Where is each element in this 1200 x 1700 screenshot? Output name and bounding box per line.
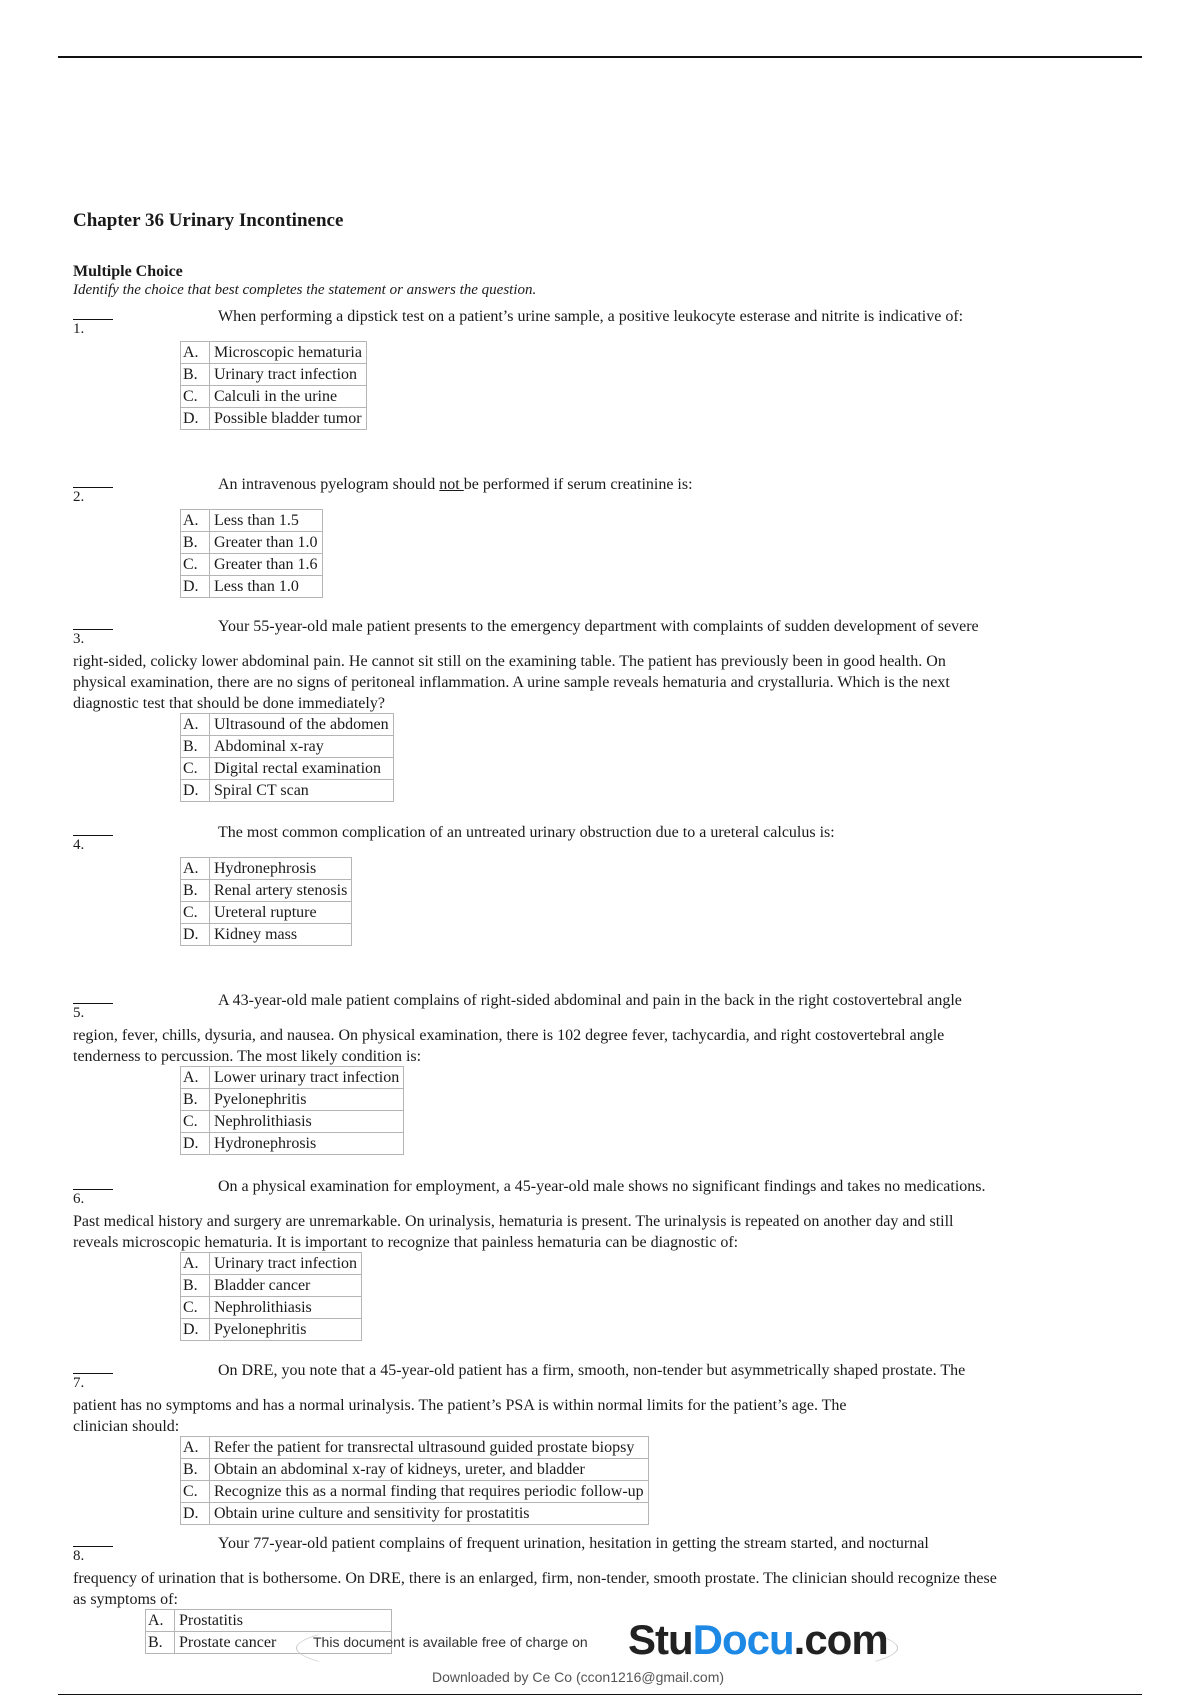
choice-row[interactable] xyxy=(181,554,323,576)
choice-letter: B. xyxy=(181,1089,210,1111)
choices-table xyxy=(180,1436,649,1525)
choice-row[interactable] xyxy=(181,714,394,736)
choice-text: Obtain urine culture and sensitivity for prostatitis xyxy=(210,1503,649,1525)
choice-text: Nephrolithiasis xyxy=(210,1297,362,1319)
choice-row[interactable] xyxy=(181,924,352,946)
choice-text: Obtain an abdominal x-ray of kidneys, ureter, and bladder xyxy=(210,1459,649,1481)
stem-line: as symptoms of: xyxy=(73,1591,178,1608)
answer-blank[interactable] xyxy=(73,1181,113,1190)
choice-text: Calculi in the urine xyxy=(210,386,367,408)
question-stem: When performing a dipstick test on a patient’s urine sample, a positive leukocyte esterase and nitrite is indicative of: xyxy=(218,308,964,325)
downloaded-by-text: Downloaded by Ce Co (ccon1216@gmail.com) xyxy=(432,1669,725,1685)
stem-line: right-sided, colicky lower abdominal pain. He cannot sit still on the examining table. The patient has previously been in good health. On xyxy=(73,653,946,670)
answer-blank[interactable] xyxy=(73,1365,113,1374)
chapter-title: Chapter 36 Urinary Incontinence xyxy=(73,210,344,231)
stem-line: region, fever, chills, dysuria, and nausea. On physical examination, there is 102 degree fever, tachycardia, and right costovertebral angle xyxy=(73,1027,945,1044)
question-stem-continued xyxy=(73,1211,1133,1253)
question-stem-continued xyxy=(73,1395,1133,1437)
stem-line: diagnostic test that should be done immediately? xyxy=(73,695,385,712)
studocu-logo[interactable] xyxy=(628,1616,888,1664)
choice-text: Renal artery stenosis xyxy=(210,880,352,902)
choice-letter: C. xyxy=(181,1297,210,1319)
choices-table xyxy=(180,1252,362,1341)
choice-letter: B. xyxy=(181,880,210,902)
choice-text: Less than 1.5 xyxy=(210,510,323,532)
choice-letter: A. xyxy=(181,342,210,364)
question-number: 1. xyxy=(73,321,85,337)
question-number: 5. xyxy=(73,1005,85,1021)
choice-row[interactable] xyxy=(181,1297,362,1319)
choice-text: Greater than 1.0 xyxy=(210,532,323,554)
choice-letter: D. xyxy=(181,1319,210,1341)
stem-line: patient has no symptoms and has a normal urinalysis. The patient’s PSA is within normal limits for the patient’s age. The xyxy=(73,1397,847,1414)
choice-row[interactable] xyxy=(181,736,394,758)
choice-row[interactable] xyxy=(181,1067,404,1089)
choice-letter: D. xyxy=(181,1133,210,1155)
choice-letter: A. xyxy=(146,1610,175,1632)
choice-letter: C. xyxy=(181,1111,210,1133)
choice-letter: A. xyxy=(181,1437,210,1459)
question-stem: Your 55-year-old male patient presents to the emergency department with complaints of sudden development of severe xyxy=(218,618,979,635)
choice-letter: A. xyxy=(181,858,210,880)
choice-text: Pyelonephritis xyxy=(210,1319,362,1341)
answer-blank[interactable] xyxy=(73,1538,113,1547)
choice-row[interactable] xyxy=(181,1503,649,1525)
choice-letter: C. xyxy=(181,554,210,576)
question-stem: On DRE, you note that a 45-year-old patient has a firm, smooth, non-tender but asymmetrically shaped prostate. The xyxy=(218,1362,966,1379)
question-stem-continued xyxy=(73,1025,1133,1067)
stem-part: be performed if serum creatinine is: xyxy=(463,476,693,493)
choices-table xyxy=(180,857,352,946)
choices-table xyxy=(180,509,323,598)
choice-letter: D. xyxy=(181,780,210,802)
question-stem: Your 77-year-old patient complains of frequent urination, hesitation in getting the stream started, and nocturnal xyxy=(218,1535,929,1552)
question-number: 6. xyxy=(73,1191,85,1207)
choice-row[interactable] xyxy=(181,510,323,532)
header-rule xyxy=(58,56,1142,58)
choice-row[interactable] xyxy=(181,1459,649,1481)
stem-line: tenderness to percussion. The most likely condition is: xyxy=(73,1048,422,1065)
answer-blank[interactable] xyxy=(73,479,113,488)
choice-text: Less than 1.0 xyxy=(210,576,323,598)
choice-text: Greater than 1.6 xyxy=(210,554,323,576)
choice-row[interactable] xyxy=(181,342,367,364)
question-stem-continued xyxy=(73,651,1133,714)
choice-letter: D. xyxy=(181,408,210,430)
choice-text: Refer the patient for transrectal ultrasound guided prostate biopsy xyxy=(210,1437,649,1459)
answer-blank[interactable] xyxy=(73,827,113,836)
choice-letter: B. xyxy=(146,1632,175,1654)
choice-row[interactable] xyxy=(181,1111,404,1133)
choice-letter: D. xyxy=(181,924,210,946)
choice-letter: A. xyxy=(181,1253,210,1275)
choice-row[interactable] xyxy=(181,408,367,430)
stem-line: frequency of urination that is bothersome. On DRE, there is an enlarged, firm, non-tender, smooth prostate. The clinician should recognize these xyxy=(73,1570,997,1587)
choice-row[interactable] xyxy=(181,858,352,880)
choices-table xyxy=(180,1066,404,1155)
choice-row[interactable] xyxy=(181,1319,362,1341)
choice-text: Ureteral rupture xyxy=(210,902,352,924)
choice-letter: C. xyxy=(181,902,210,924)
choice-letter: C. xyxy=(181,1481,210,1503)
choice-letter: B. xyxy=(181,1275,210,1297)
choices-table xyxy=(180,713,394,802)
question-number: 4. xyxy=(73,837,85,853)
choice-row[interactable] xyxy=(181,758,394,780)
question-number: 8. xyxy=(73,1548,85,1564)
choice-row[interactable] xyxy=(181,780,394,802)
choice-row[interactable] xyxy=(181,576,323,598)
section-title: Multiple Choice xyxy=(73,263,183,280)
stem-line: reveals microscopic hematuria. It is important to recognize that painless hematuria can be diagnostic of: xyxy=(73,1234,739,1251)
choice-text: Hydronephrosis xyxy=(210,858,352,880)
stem-emphasis: not xyxy=(439,476,464,493)
choice-row[interactable] xyxy=(181,902,352,924)
choice-row[interactable] xyxy=(181,1253,362,1275)
choice-row[interactable] xyxy=(181,880,352,902)
choice-text: Spiral CT scan xyxy=(210,780,394,802)
choice-row[interactable] xyxy=(181,1275,362,1297)
choice-text: Digital rectal examination xyxy=(210,758,394,780)
answer-blank[interactable] xyxy=(73,995,113,1004)
question-stem-continued xyxy=(73,1568,1133,1610)
choice-text: Possible bladder tumor xyxy=(210,408,367,430)
choice-text: Abdominal x-ray xyxy=(210,736,394,758)
answer-blank[interactable] xyxy=(73,621,113,630)
choice-text: Urinary tract infection xyxy=(210,1253,362,1275)
choice-row[interactable] xyxy=(181,364,367,386)
choice-row[interactable] xyxy=(181,1481,649,1503)
stem-line: physical examination, there are no signs of peritoneal inflammation. A urine sample reveals hematuria and crystalluria. Which is the next xyxy=(73,674,950,691)
choice-letter: D. xyxy=(181,576,210,598)
choice-letter: C. xyxy=(181,758,210,780)
choice-row[interactable] xyxy=(181,1437,649,1459)
choice-text: Prostatitis xyxy=(175,1610,392,1632)
answer-blank[interactable] xyxy=(73,311,113,320)
footer-rule xyxy=(58,1694,1142,1695)
question-number: 2. xyxy=(73,489,85,505)
choice-row[interactable] xyxy=(181,1133,404,1155)
choice-letter: B. xyxy=(181,1459,210,1481)
choice-letter: C. xyxy=(181,386,210,408)
choice-text: Hydronephrosis xyxy=(210,1133,404,1155)
choice-letter: B. xyxy=(181,736,210,758)
choice-text: Recognize this as a normal finding that requires periodic follow-up xyxy=(210,1481,649,1503)
question-stem: On a physical examination for employment, a 45-year-old male shows no significant findings and takes no medications. xyxy=(218,1178,986,1195)
choice-text: Urinary tract infection xyxy=(210,364,367,386)
choice-row[interactable] xyxy=(181,386,367,408)
choice-letter: B. xyxy=(181,532,210,554)
stem-part: An intravenous pyelogram should xyxy=(218,476,440,493)
question-number: 3. xyxy=(73,631,85,647)
question-stem: A 43-year-old male patient complains of right-sided abdominal and pain in the back in the right costovertebral angle xyxy=(218,992,962,1009)
choice-text: Lower urinary tract infection xyxy=(210,1067,404,1089)
instructions: Identify the choice that best completes the statement or answers the question. xyxy=(73,282,537,298)
choice-text: Prostate cancer xyxy=(175,1632,392,1654)
choice-letter: A. xyxy=(181,1067,210,1089)
footer-availability-text: This document is available free of charge on xyxy=(313,1634,588,1650)
choice-row[interactable] xyxy=(181,532,323,554)
choice-text: Kidney mass xyxy=(210,924,352,946)
stem-line: clinician should: xyxy=(73,1418,180,1435)
question-stem xyxy=(218,476,693,494)
logo-part: .com xyxy=(793,1616,888,1663)
choice-text: Ultrasound of the abdomen xyxy=(210,714,394,736)
choice-text: Pyelonephritis xyxy=(210,1089,404,1111)
question-stem: The most common complication of an untreated urinary obstruction due to a ureteral calculus is: xyxy=(218,824,835,841)
question-number: 7. xyxy=(73,1375,85,1391)
choices-table xyxy=(180,341,367,430)
choice-row[interactable] xyxy=(181,1089,404,1111)
choice-text: Nephrolithiasis xyxy=(210,1111,404,1133)
choice-letter: A. xyxy=(181,714,210,736)
stem-line: Past medical history and surgery are unremarkable. On urinalysis, hematuria is present. The urinalysis is repeated on another day and still xyxy=(73,1213,954,1230)
choice-text: Microscopic hematuria xyxy=(210,342,367,364)
logo-part: Stu xyxy=(628,1616,693,1663)
choice-letter: B. xyxy=(181,364,210,386)
choice-text: Bladder cancer xyxy=(210,1275,362,1297)
choice-letter: A. xyxy=(181,510,210,532)
logo-part-accent: Docu xyxy=(692,1616,794,1663)
choice-letter: D. xyxy=(181,1503,210,1525)
